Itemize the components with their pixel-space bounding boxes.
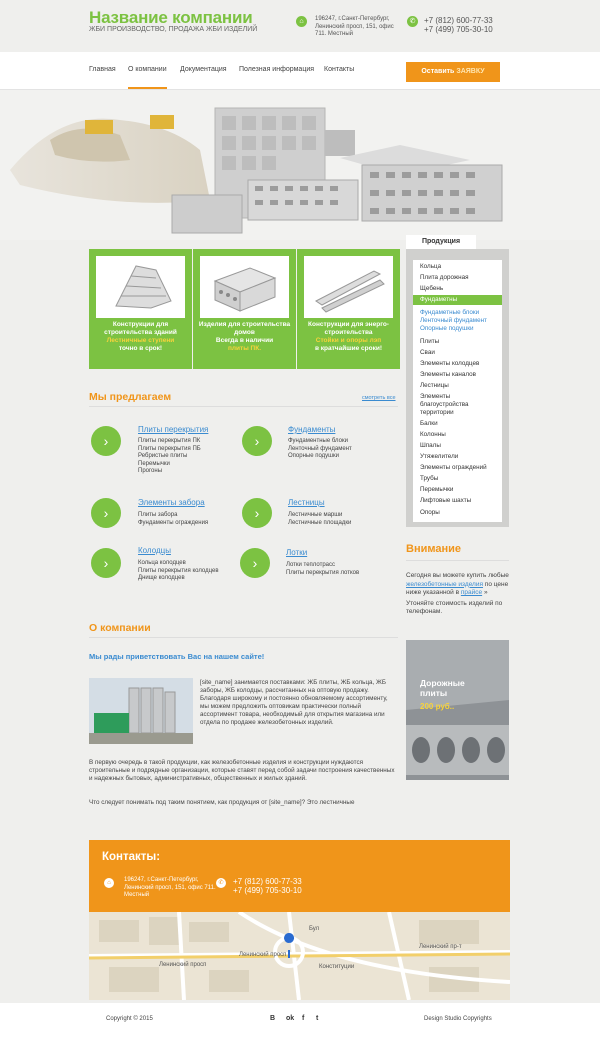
tile-houses[interactable]: [193, 249, 296, 369]
offer-item[interactable]: Ленточный фундамент: [288, 445, 352, 452]
tile-line: в кратчайшие сроки!: [314, 345, 382, 352]
offer-item[interactable]: Плиты забора: [138, 512, 178, 518]
products-list: [413, 260, 502, 522]
tile-line: Конструкции для строительства зданий: [104, 321, 177, 336]
sidebar-item-rings[interactable]: Кольца: [420, 263, 442, 270]
sidebar-item-well-elements[interactable]: Элементы колодцев: [420, 360, 480, 367]
sidebar-item-slabs[interactable]: Плиты: [420, 338, 440, 345]
tile-line: Конструкции для энерго-строительства: [308, 321, 389, 336]
sidebar-subitem-support-pads[interactable]: Опорные подушки: [420, 325, 474, 332]
offer-item[interactable]: Фундаменты ограждения: [138, 519, 209, 526]
footer-copyright: Copyright © 2015: [106, 1016, 153, 1022]
chevron-right-icon[interactable]: ›: [91, 548, 121, 578]
cta-accent: ЗАЯВКУ: [456, 68, 485, 75]
header-address: 196247, г.Санкт-Петербург, Ленинский просп, 151, офис 711. Местный: [315, 16, 394, 37]
offer-list-fence: [138, 512, 208, 527]
offer-title-trays[interactable]: Лотки: [286, 548, 308, 557]
nav-home[interactable]: Главная: [89, 66, 116, 73]
sidebar-item-pipes[interactable]: Трубы: [420, 475, 439, 482]
attention-text: [406, 572, 509, 617]
sidebar-item-fence-elements[interactable]: Элементы ограждений: [420, 464, 487, 471]
sidebar-item-gravel[interactable]: Щебень: [420, 285, 444, 292]
contacts-block: [89, 840, 510, 912]
offer-item[interactable]: Плиты перекрытия лотков: [286, 569, 360, 576]
footer-credits[interactable]: Design Studio Copyrights: [424, 1016, 492, 1022]
contacts-phone-2[interactable]: +7 (499) 705-30-10: [233, 886, 302, 895]
offer-item[interactable]: Лестничные площадки: [288, 519, 352, 526]
contacts-phone-1[interactable]: +7 (812) 600-77-33: [233, 877, 302, 886]
location-map[interactable]: [89, 912, 510, 1000]
offer-item[interactable]: Перемычки: [138, 460, 170, 467]
tile-energy[interactable]: [297, 249, 400, 369]
attention-text-2: по цене ниже указанной в: [406, 580, 509, 596]
nav-contacts[interactable]: Контакты: [324, 66, 355, 73]
offer-item[interactable]: Кольца колодцев: [138, 560, 186, 566]
promo-title: Дорожные плиты: [420, 678, 465, 698]
map-label: Ленинский просп: [239, 952, 287, 958]
attention-divider: [406, 560, 509, 561]
offer-list-slabs: [138, 438, 201, 476]
offer-item[interactable]: Прогоны: [138, 468, 163, 474]
tile-text: [297, 321, 400, 353]
submit-request-button[interactable]: [406, 62, 500, 82]
chevron-right-icon[interactable]: ›: [240, 548, 270, 578]
home-icon: ⌂: [296, 16, 307, 27]
twitter-icon[interactable]: t: [316, 1015, 319, 1022]
about-paragraph-1: [site_name] занимается поставками: ЖБ плиты, ЖБ кольца, ЖБ заборы, ЖБ колодцы, рассчитанных на оптовую продажу. Благодаря широкому и постоянно обновляемому ассортименту, мы можем предложить оптовикам практически полный ассортимент товара, необходимый для открытия магазина или отдела по продаже железобетонных изделий.: [200, 679, 388, 726]
offer-item[interactable]: Днище колодцев: [138, 575, 185, 581]
about-title: О компании: [89, 622, 151, 634]
about-welcome: Мы рады приветствовать Вас на нашем сайте!: [89, 652, 265, 661]
sidebar-item-road-slab[interactable]: Плита дорожная: [420, 274, 469, 281]
offer-item[interactable]: Плиты перекрытия ПК: [138, 438, 201, 444]
offer-title-foundations[interactable]: Фундаменты: [288, 425, 336, 434]
sidebar-item-stairs[interactable]: Лестницы: [420, 382, 449, 389]
sidebar-item-supports[interactable]: Опоры: [420, 509, 440, 516]
map-label: Конституции: [319, 964, 355, 970]
tile-buildings[interactable]: [89, 249, 192, 369]
attention-text-4: Утоняйте стоимость изделий по телефонам.: [406, 599, 503, 615]
attention-link-products[interactable]: железобетонные изделия: [406, 580, 483, 588]
chevron-right-icon[interactable]: ›: [242, 498, 272, 528]
tile-line: Изделия для строительства домов: [198, 321, 291, 336]
attention-title: Внимание: [406, 543, 461, 555]
sidebar-item-landscaping[interactable]: Элементы благоустройства территории: [420, 393, 469, 416]
facebook-icon[interactable]: f: [302, 1015, 305, 1022]
hero-banner: [0, 90, 600, 240]
tile-highlight: Лестничные ступени: [106, 337, 175, 344]
sidebar-subitem-foundation-blocks[interactable]: Фундаметные блоки: [420, 309, 480, 316]
tile-line: Всегда в наличии: [215, 337, 274, 344]
cta-label: Оставить: [421, 68, 455, 75]
sidebar-item-channel-elements[interactable]: Элементы каналов: [420, 371, 476, 378]
see-all-link[interactable]: смотреть все: [362, 395, 396, 401]
header-phone-1[interactable]: +7 (812) 600-77-33: [424, 16, 493, 25]
sidebar-item-piles[interactable]: Сваи: [420, 349, 435, 356]
tile-image-poles: [304, 256, 393, 318]
sidebar-item-foundations[interactable]: Фундаметны: [413, 295, 502, 305]
about-paragraph-3: Что следует понимать под таким понятием, как продукция от [site_name]? Это лестничные: [89, 799, 355, 806]
offers-title: Мы предлагаем: [89, 391, 172, 403]
tile-highlight: Стойки и опоры лэп: [315, 337, 382, 344]
promo-road-slabs[interactable]: [406, 640, 509, 780]
header-phones: [424, 16, 493, 34]
phone-icon: ✆: [216, 878, 226, 888]
offer-list-stairs: [288, 512, 351, 527]
home-icon: ⌂: [104, 878, 114, 888]
tile-line: точно в срок!: [118, 345, 163, 352]
offer-title-slabs[interactable]: Плиты перекрытия: [138, 425, 209, 434]
chevron-right-icon[interactable]: ›: [91, 498, 121, 528]
company-name[interactable]: Название компании: [89, 8, 253, 27]
promo-price: 200 руб..: [420, 702, 455, 711]
offer-item[interactable]: Лотки теплотрасс: [286, 562, 335, 568]
tile-image-stairs: [96, 256, 185, 318]
chevron-right-icon[interactable]: ›: [242, 426, 272, 456]
about-divider: [89, 637, 398, 638]
nav-about[interactable]: О компании: [128, 66, 167, 89]
offer-item[interactable]: Фундаментные блоки: [288, 438, 348, 444]
tile-text: [193, 321, 296, 353]
offer-list-foundations: [288, 438, 352, 461]
products-tab[interactable]: Продукция: [406, 235, 476, 249]
sidebar-item-columns[interactable]: Колонны: [420, 431, 446, 438]
header-phone-2[interactable]: +7 (499) 705-30-10: [424, 25, 493, 34]
map-canvas: [89, 912, 510, 1000]
company-tagline: ЖБИ ПРОИЗВОДСТВО, ПРОДАЖА ЖБИ ИЗДЕЛИЙ: [89, 26, 258, 33]
sidebar-item-weights[interactable]: Утяжелители: [420, 453, 459, 460]
attention-text-1: Сегодня вы можете купить любые: [406, 572, 509, 579]
map-label: Ленинский просп: [159, 962, 207, 968]
contacts-phones: [233, 877, 302, 895]
attention-text-3: »: [483, 589, 488, 596]
sidebar-item-beams[interactable]: Балки: [420, 420, 438, 427]
sidebar-item-sleepers[interactable]: Шпалы: [420, 442, 441, 449]
about-paragraph-2: В первую очередь в такой продукции, как железобетонные изделия и конструкции нуждаются строительные и подрядные организации, которые ставят перед собой задачи построения качественных и надежных бытовых, административных, общественных и жилых зданий.: [89, 759, 395, 782]
tile-text: [89, 321, 192, 353]
map-label: Бул: [309, 926, 320, 932]
about-factory-image: [89, 678, 193, 744]
attention-link-price[interactable]: прайсе: [460, 589, 483, 596]
hero-illustration: [0, 90, 600, 240]
offer-title-wells[interactable]: Колодцы: [138, 546, 171, 555]
offer-item[interactable]: Плиты перекрытия колодцев: [138, 567, 219, 574]
tile-image-slab: [200, 256, 289, 318]
sidebar-item-elevator-shafts[interactable]: Лифтовые шахты: [420, 497, 472, 504]
chevron-right-icon[interactable]: ›: [91, 426, 121, 456]
offer-item[interactable]: Лестничные марши: [288, 512, 343, 518]
offer-item[interactable]: Ребристые плиты: [138, 453, 188, 459]
tile-highlight: плиты ПК.: [227, 345, 262, 352]
nav-documentation[interactable]: Документация: [180, 66, 227, 73]
footer: [0, 1003, 600, 1054]
nav-useful-info[interactable]: Полезная информация: [239, 66, 315, 73]
map-label: Ленинский пр-т: [419, 944, 462, 950]
sidebar-item-lintels[interactable]: Перемычки: [420, 486, 454, 493]
offer-title-stairs[interactable]: Лестницы: [288, 498, 325, 507]
odnoklassniki-icon[interactable]: ok: [286, 1015, 295, 1022]
offers-divider: [89, 406, 398, 407]
offer-item[interactable]: Плиты перекрытия ПБ: [138, 445, 201, 452]
contacts-address: 196247, г.Санкт-Петербург, Ленинский просп, 151, офис 711. Местный: [124, 877, 216, 898]
phone-icon: ✆: [407, 16, 418, 27]
contacts-title: Контакты:: [102, 851, 161, 863]
offer-list-trays: [286, 562, 366, 577]
vk-icon[interactable]: В: [270, 1015, 276, 1022]
offer-list-wells: [138, 560, 228, 583]
offer-item[interactable]: Опорные подушки: [288, 453, 339, 459]
sidebar-subitem-strip-foundation[interactable]: Ленточный фундамент: [420, 317, 487, 324]
offer-title-fence[interactable]: Элементы забора: [138, 498, 205, 507]
